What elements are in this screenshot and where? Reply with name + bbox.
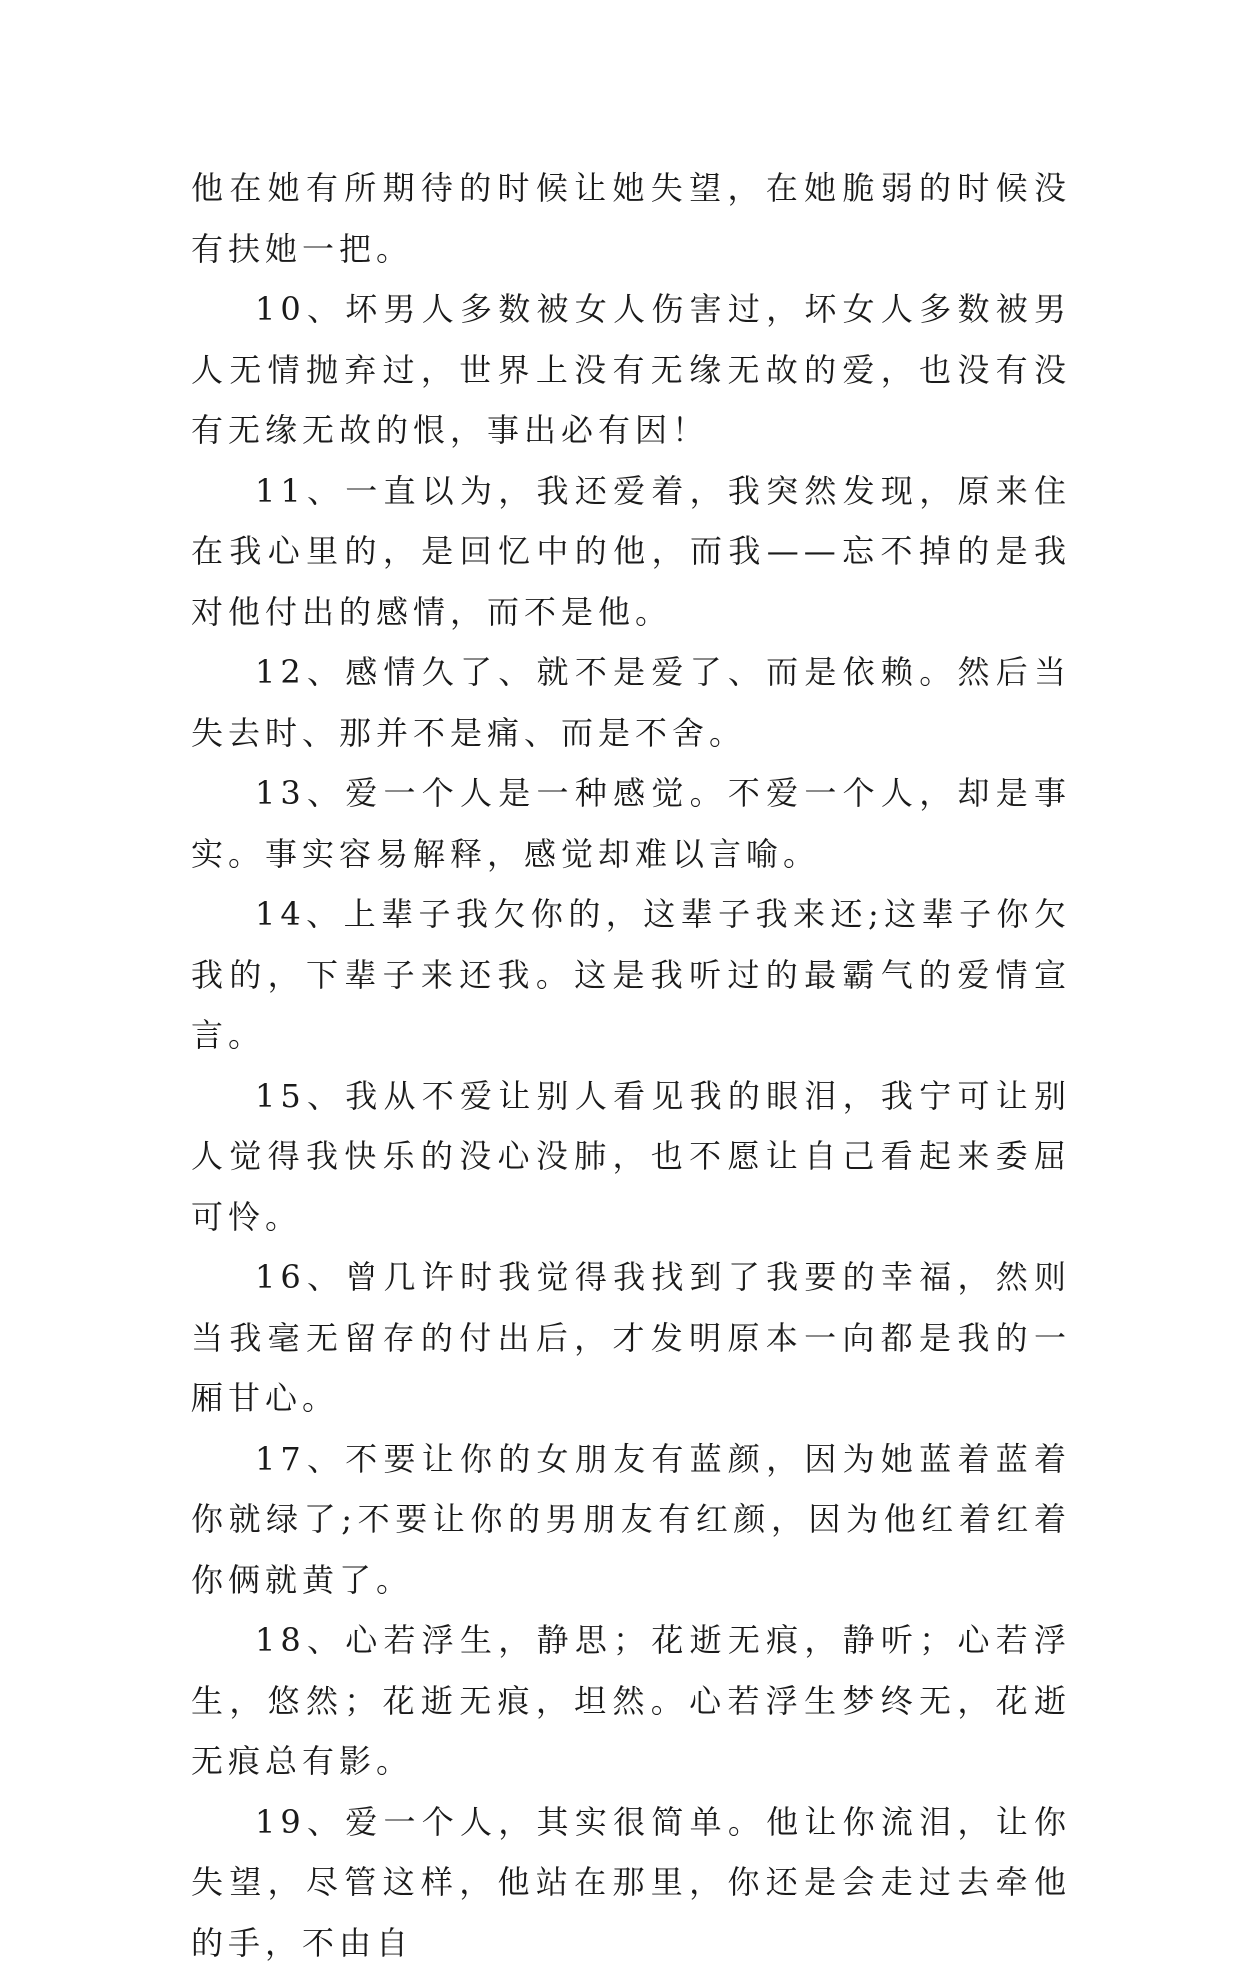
paragraph-19: 19、爱一个人，其实很简单。他让你流泪，让你失望，尽管这样，他站在那里，你还是会走过去牵他的手，不由自 xyxy=(191,1792,1071,1973)
paragraph-10: 10、坏男人多数被女人伤害过，坏女人多数被男人无情抛弃过，世界上没有无缘无故的爱，也没有没有无缘无故的恨，事出必有因！ xyxy=(191,279,1071,461)
paragraph-18: 18、心若浮生，静思；花逝无痕，静听；心若浮生，悠然；花逝无痕，坦然。心若浮生梦终无，花逝无痕总有影。 xyxy=(191,1610,1071,1792)
paragraph-15: 15、我从不爱让别人看见我的眼泪，我宁可让别人觉得我快乐的没心没肺，也不愿让自己看起来委屈可怜。 xyxy=(191,1066,1071,1248)
paragraph-14: 14、上辈子我欠你的，这辈子我来还;这辈子你欠我的，下辈子来还我。这是我听过的最霸气的爱情宣言。 xyxy=(191,884,1071,1066)
paragraph-continuation: 他在她有所期待的时候让她失望，在她脆弱的时候没有扶她一把。 xyxy=(191,158,1071,279)
paragraph-12: 12、感情久了、就不是爱了、而是依赖。然后当失去时、那并不是痛、而是不舍。 xyxy=(191,642,1071,763)
paragraph-13: 13、爱一个人是一种感觉。不爱一个人，却是事实。事实容易解释，感觉却难以言喻。 xyxy=(191,763,1071,884)
body-text xyxy=(191,158,1071,1973)
paragraph-11: 11、一直以为，我还爱着，我突然发现，原来住在我心里的，是回忆中的他，而我——忘不掉的是我对他付出的感情，而不是他。 xyxy=(191,461,1071,643)
paragraph-17: 17、不要让你的女朋友有蓝颜，因为她蓝着蓝着你就绿了;不要让你的男朋友有红颜，因为他红着红着你俩就黄了。 xyxy=(191,1429,1071,1611)
paragraph-16: 16、曾几许时我觉得我找到了我要的幸福，然则当我毫无留存的付出后，才发明原本一向都是我的一厢甘心。 xyxy=(191,1247,1071,1429)
